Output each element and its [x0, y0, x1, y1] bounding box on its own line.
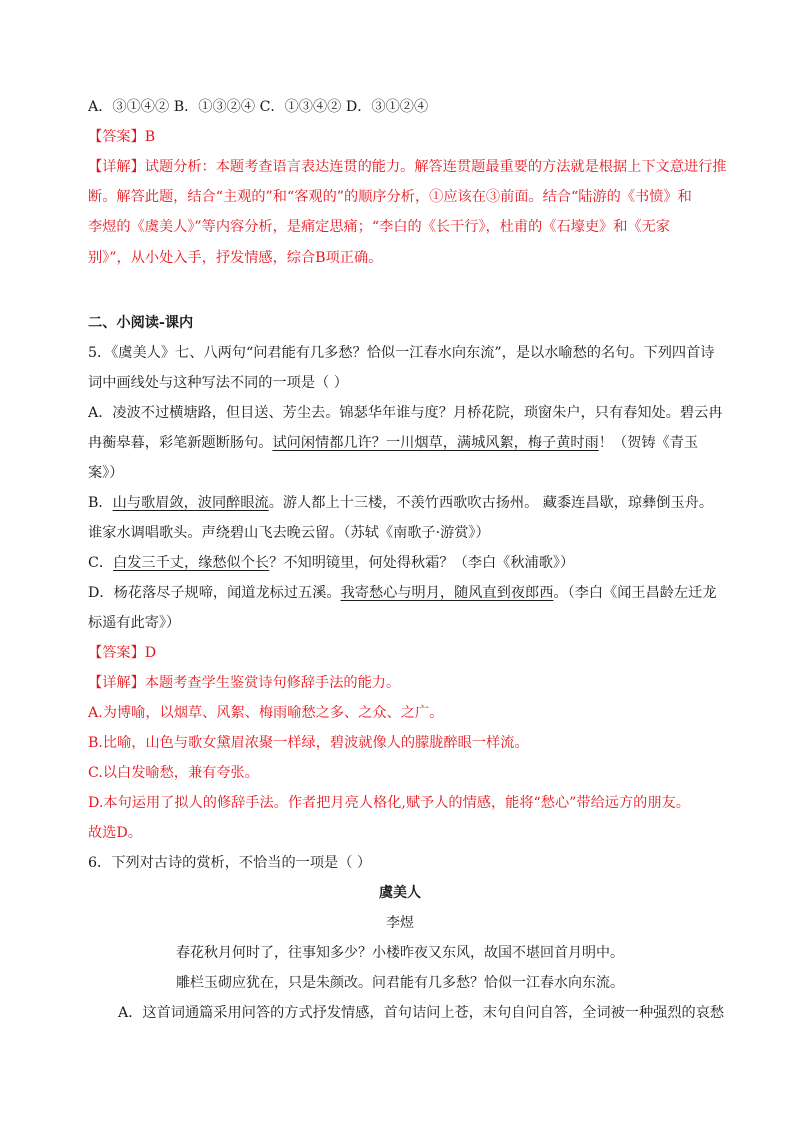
- q5-option-d-line: 标遥有此寄》）: [88, 615, 181, 631]
- poem-author: 李煜: [386, 915, 414, 931]
- q4-options: A．③①④② B．①③②④ C．①③④② D．③①②④: [88, 99, 429, 115]
- q5-option-b-text: 。游人都上十三楼，不羡竹西歌吹古扬州。 藏黍连昌歇，琼彝倒玉舟。: [268, 495, 714, 511]
- q5-option-a-line: [88, 433, 698, 453]
- q5-option-b-line: 谁家水调唱歌头。声绕碧山飞去晚云留。（苏轼《南歌子·游赏》）: [88, 525, 490, 541]
- q5-detail-line: 【详解】本题考查学生鉴赏诗句修辞手法的能力。: [88, 675, 401, 691]
- q5-option-c-underlined: 白发三千丈，缘愁似个长: [113, 555, 270, 571]
- q5-stem-line: 词中画线处与这种写法不同的一项是（ ）: [88, 375, 348, 391]
- q5-option-a-underlined: 试问闲情都几许？一川烟草，满城风絮，梅子黄时雨: [272, 435, 599, 451]
- q6-stem: 6．下列对古诗的赏析，不恰当的一项是（ ）: [88, 855, 372, 871]
- q5-option-b-line: [88, 493, 713, 513]
- q5-answer: 【答案】D: [88, 645, 157, 661]
- q4-detail-line: 【详解】试题分析：本题考查语言表达连贯的能力。解答连贯题最重要的方法就是根据上下文意进行推: [88, 159, 727, 175]
- q5-option-d-text: D．杨花落尽子规啼，闻道龙标过五溪。: [88, 585, 341, 601]
- section-title: 二、小阅读-课内: [88, 315, 194, 331]
- poem-title: 虞美人: [379, 885, 421, 901]
- q5-detail-line: A.为博喻，以烟草、风絮、梅雨喻愁之多、之众、之广。: [88, 705, 444, 721]
- q6-option-a: A．这首词通篇采用问答的方式抒发情感，首句诘问上苍，末句自问自答，全词被一种强烈的哀愁: [118, 1005, 725, 1021]
- q5-detail-line: D.本句运用了拟人的修辞手法。作者把月亮人格化,赋予人的情感，能将“愁心”带给远方的朋友。: [88, 795, 690, 811]
- q5-option-b-underlined: 山与歌眉敛，波同醉眼流: [112, 495, 269, 511]
- q5-option-b-text: B．: [88, 495, 113, 511]
- q5-option-c-line: [88, 553, 574, 573]
- q5-detail-line: 故选D。: [88, 825, 142, 841]
- q4-detail-line: 别》”，从小处入手，抒发情感，综合B项正确。: [88, 250, 383, 266]
- q4-detail-line: 断。解答此题，结合“主观的”和“客观的”的顺序分析，①应该在③前面。结合“陆游的《书愤》和: [88, 189, 692, 205]
- q5-option-a-text: ！（贺铸《青玉: [598, 435, 699, 451]
- q5-detail-line: B.比喻，山色与歌女黛眉浓聚一样绿，碧波就像人的朦胧醉眼一样流。: [88, 735, 529, 751]
- q5-option-a-line: A．凌波不过横塘路，但目送、芳尘去。锦瑟华年谁与度？月桥花院，琐窗朱户，只有春知处。碧云冉: [88, 405, 723, 421]
- q5-option-c-text: ？不知明镜里，何处得秋霜？（李白《秋浦歌》）: [269, 555, 575, 571]
- q5-option-d-underlined: 我寄愁心与明月，随风直到夜郎西: [340, 585, 554, 601]
- q5-option-d-line: [88, 583, 717, 603]
- q5-detail-line: C.以白发喻愁，兼有夸张。: [88, 765, 259, 781]
- q5-option-a-line: 案》）: [88, 465, 124, 481]
- poem-line: 雕栏玉砌应犹在，只是朱颜改。问君能有几多愁？恰似一江春水向东流。: [176, 975, 624, 991]
- q5-option-d-text: 。（李白《闻王昌龄左迁龙: [553, 585, 717, 601]
- q5-stem-line: 5．《虞美人》七、八两句“问君能有几多愁？恰似一江春水向东流”，是以水喻愁的名句。下列四首诗: [88, 345, 715, 361]
- q4-answer: 【答案】B: [88, 129, 156, 145]
- q5-option-a-text: 冉蘅皋暮，彩笔新题断肠句。: [88, 435, 273, 451]
- q5-option-c-text: C．: [88, 555, 114, 571]
- poem-line: 春花秋月何时了，往事知多少？小楼昨夜又东风，故国不堪回首月明中。: [176, 945, 624, 961]
- q4-detail-line: 李煜的《虞美人》”等内容分析，是痛定思痛；“李白的《长干行》，杜甫的《石壕吏》和《无家: [88, 219, 670, 235]
